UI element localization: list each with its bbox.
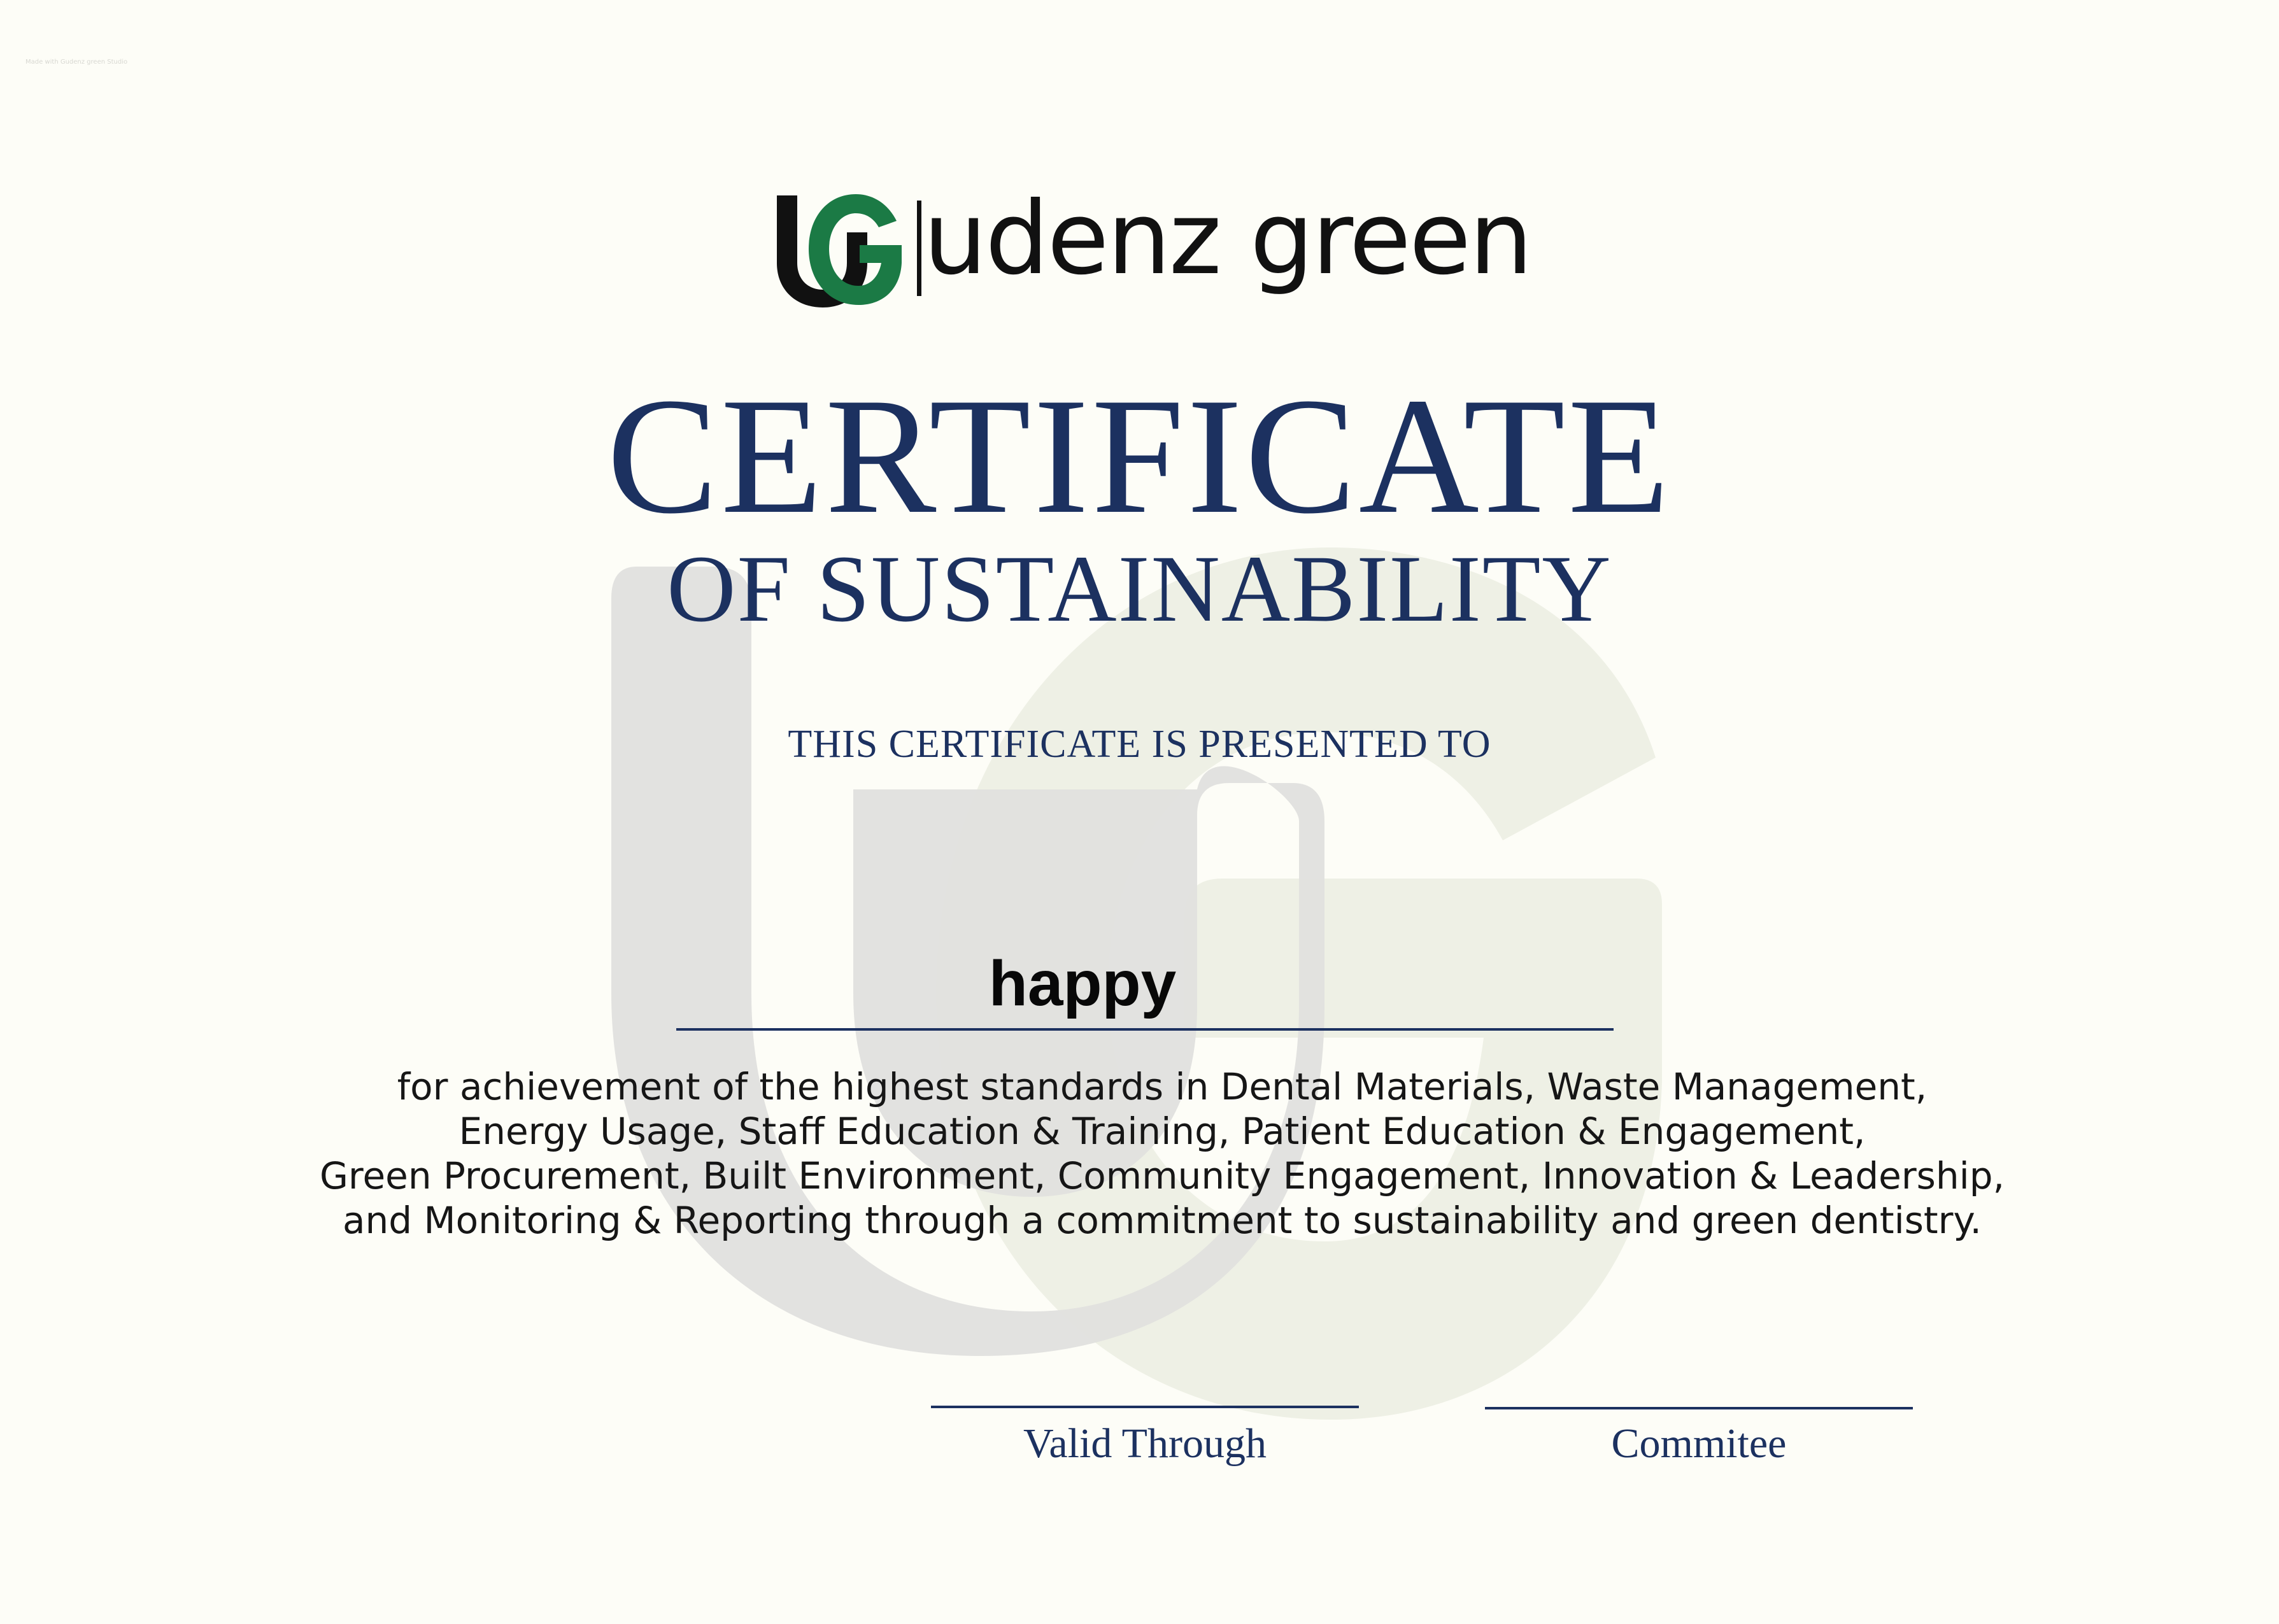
achievement-description — [191, 1064, 2133, 1243]
valid-through-signature-line — [931, 1406, 1359, 1408]
valid-through-label: Valid Through — [1023, 1420, 1267, 1467]
certificate-subtitle: OF SUSTAINABILITY — [667, 536, 1612, 642]
committee-label: Commitee — [1611, 1420, 1787, 1467]
corner-note: Made with Gudenz green Studio — [25, 59, 128, 66]
committee-signature-line — [1485, 1407, 1913, 1409]
description-line: Green Procurement, Built Environment, Community Engagement, Innovation & Leadership, — [319, 1154, 2005, 1197]
recipient-name: happy — [988, 948, 1177, 1019]
presented-to-label: THIS CERTIFICATE IS PRESENTED TO — [788, 723, 1491, 766]
description-line: Energy Usage, Staff Education & Training, Patient Education & Engagement, — [458, 1110, 1866, 1153]
description-line: for achievement of the highest standards in Dental Materials, Waste Management, — [397, 1065, 1928, 1108]
brand-name: udenz green — [923, 180, 1531, 297]
logo-divider — [917, 201, 921, 296]
description-line: and Monitoring & Reporting through a commitment to sustainability and green dentistry. — [342, 1199, 1982, 1242]
recipient-underline — [676, 1028, 1614, 1031]
certificate-title: CERTIFICATE — [606, 364, 1673, 548]
